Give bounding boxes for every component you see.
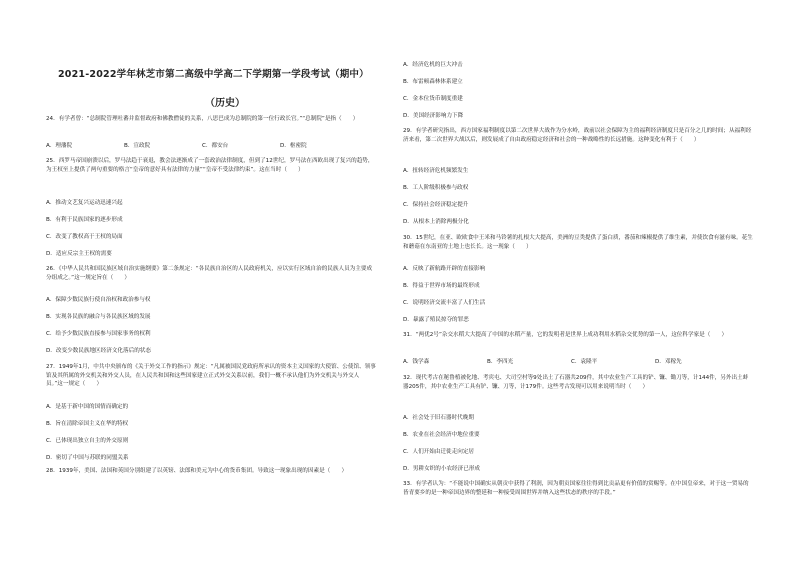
- question-32-option-c: C．人们开始由迁徙走向定居: [403, 449, 475, 455]
- question-24-stem: 24．有学者曾：“总制院管理吐蕃并监督政府和佛教僧徒的关系，八思巴成为总制院的第一位行政长官。”“总制院”是指（ ）: [46, 116, 359, 122]
- question-30-option-c: C．说明经济交流丰富了人们生活: [403, 300, 486, 306]
- question-32-option-a: A．社会处于旧石器时代晚期: [403, 415, 474, 421]
- question-26-option-c: C．给予少数民族直接参与国家事务的权利: [46, 331, 151, 337]
- option-b: B．宣政院: [124, 143, 151, 149]
- question-27-stem: 27．1949年1月，中共中央颁布的《关于外交工作的指示》规定：“凡属被国民党政府所承认的资本主义国家的大使馆、公使馆、领事馆及其所属的外交机关和外交人员，在人民共和国和这些国家建立正式外交关系以前，我们一概不承认他们为外交机关与外交人员。”这一规定（ ）: [46, 364, 376, 388]
- question-25-option-c: C．改变了教权高于王权的局面: [46, 234, 123, 240]
- question-27-option-d: D．密切了中国与苏联的同盟关系: [46, 455, 129, 461]
- question-29-option-b: B．工人阶级积极参与政权: [403, 185, 469, 191]
- option-a: A．理藩院: [46, 143, 73, 149]
- question-28-option-d: D．美国经济影响力下降: [403, 113, 464, 119]
- option-c: C．袁隆平: [571, 359, 598, 365]
- question-29-option-a: A．扭转经济危机频繁发生: [403, 168, 469, 174]
- question-25-option-a: A．推动文艺复兴运动迅速兴起: [46, 200, 123, 206]
- question-30-option-d: D．暴露了殖民掠夺的罪恶: [403, 317, 469, 323]
- question-24-options: [46, 141, 358, 149]
- option-d: D．枢密院: [280, 143, 307, 149]
- question-28-option-c: C．金本位货币制度重建: [403, 96, 463, 102]
- question-29-option-d: D．从根本上消除两极分化: [403, 219, 469, 225]
- question-28-option-b: B．布雷顿森林体系建立: [403, 79, 463, 85]
- option-a: A．钱学森: [403, 359, 430, 365]
- question-27-option-c: C．已体现出独立自主的外交原则: [46, 438, 129, 444]
- question-31-stem: 31．“两优2号”杂交水稻大大提高了中国的水稻产量，它的发明者是世界上成功利用水稻杂交优势的第一人，这位科学家是（ ）: [403, 332, 728, 338]
- question-25-stem: 25．西罗马帝国崩溃以后，罗马法趋于衰退，教会法逐渐成了一套政治法律制度，但到了12世纪，罗马法在西欧出现了复兴的趋势，为王权至上提供了两句重要的格言“皇帝的意好具有法律的力量”“皇帝不受法律约束”。这在当时（ ）: [46, 158, 374, 173]
- question-33-stem: 33．有学者认为：“不能说中国确实从朝贡中获得了利润，因为朝贡国家往往得到比贡品更有价值的赏赐等。在中国皇帝来，对于这一贸易的皆青要乡的是一种帝国边界的整延和一种接受周围世界并纳入这些状态的秩序的手段。”: [403, 481, 749, 496]
- question-31-options: [403, 357, 739, 365]
- question-32-stem: 32．现代考古在秘鲁植被化地、考宾屯、大司空村等9处出土了石器共209件，其中农业生产工具的铲、镰、锄刀等，计144件，另外出土蚌器205件，其中农业生产工具有铲、镰、刀等，计179件。这些考古发现可以用来说明当时（ ）: [403, 375, 749, 390]
- question-27-option-b: B．旨在清除帝国主义在华的特权: [46, 421, 129, 427]
- question-30-option-b: B．得益于世界市场的最终形成: [403, 283, 480, 289]
- question-29-option-c: C．保持社会经济稳定提升: [403, 202, 469, 208]
- question-26-option-b: B．实现各民族的融合与各民族区域的发展: [46, 314, 151, 320]
- exam-title: 2021-2022学年林芝市第二高级中学高二下学期第一学段考试（期中）: [58, 69, 369, 80]
- question-26-option-d: D．改变少数民族地区经济文化落后的状态: [46, 348, 151, 354]
- question-27-option-a: A．是基于新中国的国情而确定的: [46, 404, 129, 410]
- option-c: C．都安台: [202, 143, 229, 149]
- option-b: B．李四光: [487, 359, 514, 365]
- question-32-option-d: D．男耕女织的小农经济已形成: [403, 466, 481, 472]
- question-30-option-a: A．反映了新航路开辟的直接影响: [403, 266, 486, 272]
- question-29-stem: 29．有学者研究指出，西方国家福利制度以第二次世界大战作为分水岭，战前以社会保障为主的福利经济制度只是百分之几的时间；从福利经济来看，第二次世界大战以后，则发展成了自由政府稳定经济和社会的一种战略性的长远措施。这种变化有利于（ ）: [403, 128, 752, 143]
- subject-heading: （历史）: [205, 98, 245, 109]
- question-25-option-d: D．适应反宗主王权的需要: [46, 251, 112, 257]
- question-32-option-b: B．农业在社会经济中地位重要: [403, 432, 480, 438]
- question-26-option-a: A．保障少数民族行使自治权和政治参与权: [46, 297, 151, 303]
- question-28-option-a: A．经济危机的巨大冲击: [403, 62, 463, 68]
- question-30-stem: 30．15世纪，在亚、欧欧食中王米和马铃薯的扎根大大提高，美洲的豆类提供了蛋白质，番茄和辣椒提供了维生素，并使饮食有滋有味。花生和蘑菇在东南亚的土地上也长长。这一现象（ ）: [403, 235, 753, 250]
- question-28-stem: 28．1939年，美国、法国和英国分别组建了以英镑、法郎和美元为中心的货币集团。导致这一现象出现的因素是（ ）: [46, 468, 348, 474]
- question-26-stem: 26．《中华人民共和国民族区域自治实施纲要》第二条规定：“各民族自治区的人民政府机关，应以实行区域自治的民族人员为主要成分组成之。”这一规定旨在（ ）: [46, 266, 373, 281]
- option-d: D．邓稼先: [655, 359, 682, 365]
- question-25-option-b: B．有利于民族国家的逐步形成: [46, 217, 123, 223]
